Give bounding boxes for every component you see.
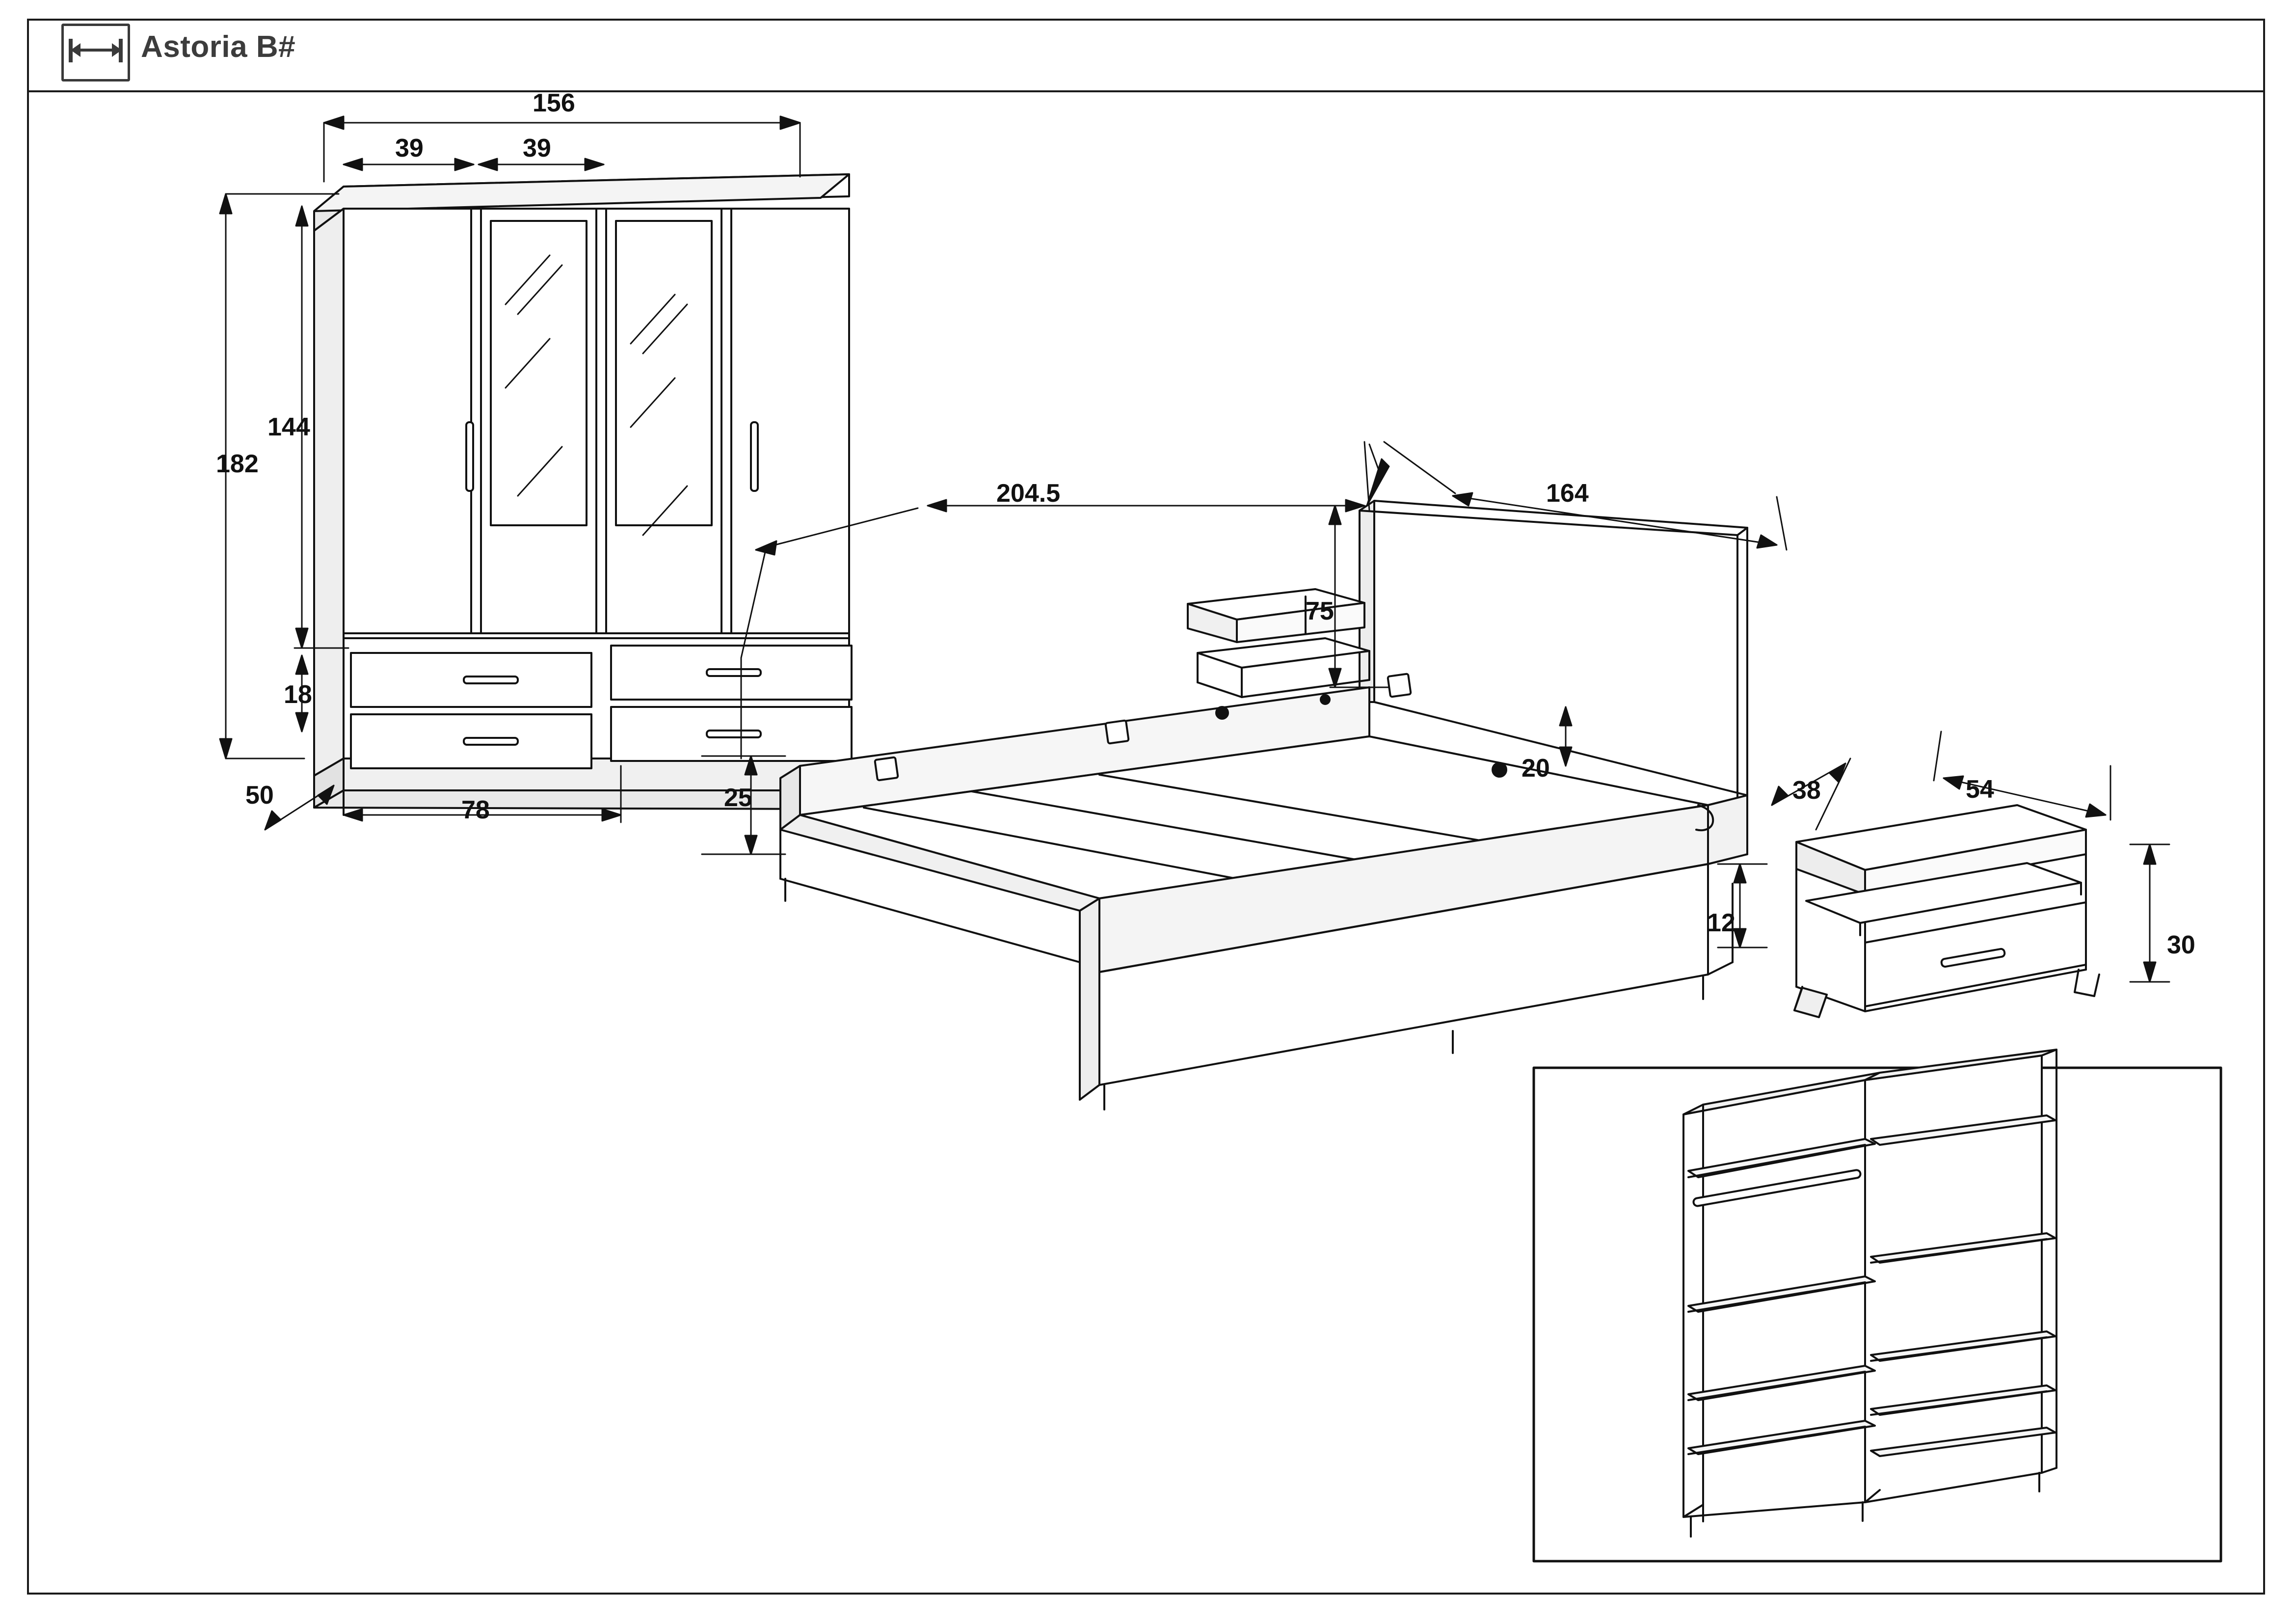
wardrobe-drawing (314, 174, 852, 815)
dim-wardrobe-width: 156 (533, 89, 575, 117)
dim-wardrobe-body-height: 144 (267, 413, 310, 441)
dim-wardrobe-door-left: 39 (395, 134, 424, 162)
dim-bed-length: 204.5 (996, 479, 1061, 508)
dim-wardrobe-drawer-width: 78 (461, 796, 490, 824)
bed-drawing (780, 501, 1747, 1110)
dim-bed-width: 164 (1546, 479, 1589, 508)
dim-bed-side-rail: 20 (1522, 754, 1550, 783)
wardrobe-interior-inset (1534, 1050, 2221, 1561)
dim-wardrobe-drawer-height: 18 (284, 680, 312, 709)
dim-bed-frame-height: 25 (724, 784, 752, 812)
dim-wardrobe-depth: 50 (245, 781, 274, 810)
dim-nightstand-depth: 38 (1792, 776, 1821, 805)
dim-wardrobe-total-height: 182 (216, 450, 259, 478)
dim-bed-leg-height: 12 (1707, 909, 1735, 937)
dim-nightstand-width: 54 (1966, 775, 1994, 804)
page-title: Astoria B# (141, 30, 296, 64)
nightstand-drawing (1794, 805, 2099, 1017)
dim-bed-headboard-height: 75 (1306, 597, 1334, 625)
dim-nightstand-height: 30 (2167, 931, 2195, 959)
dim-wardrobe-door-right: 39 (523, 134, 551, 162)
